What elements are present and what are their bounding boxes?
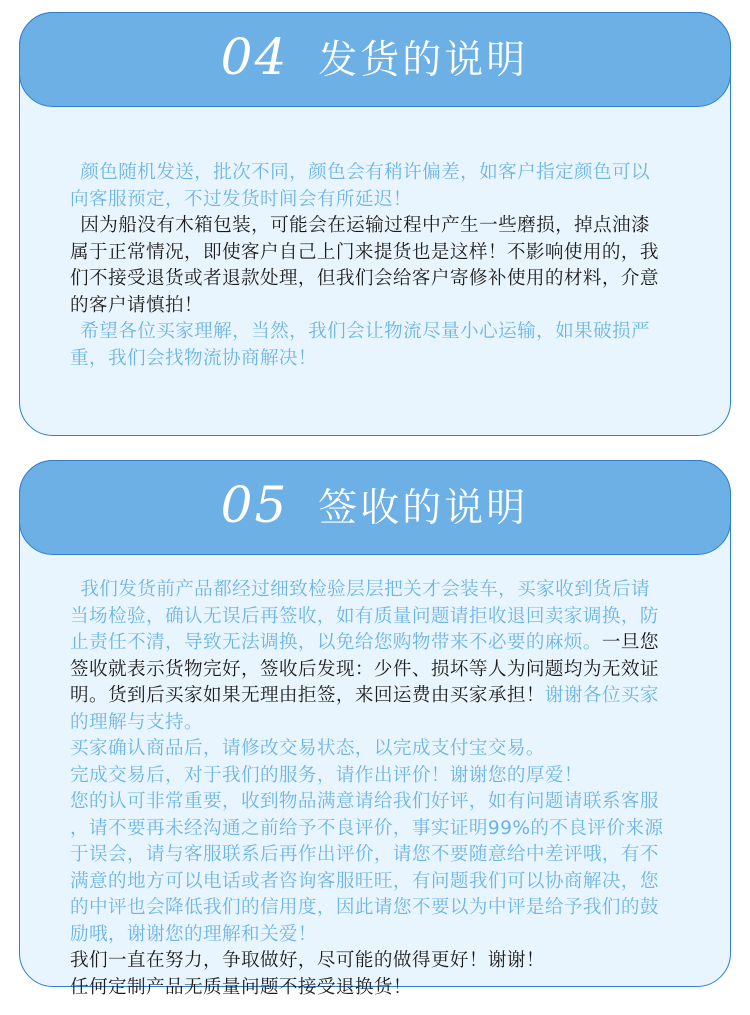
section-05-body: [70, 577, 710, 1001]
body-line: 完成交易后，对于我们的服务，请作出评价！谢谢您的厚爱！: [70, 764, 583, 786]
body-line: 因为船没有木箱包装，可能会在运输过程中产生一些磨损，掉点油漆: [80, 215, 651, 236]
body-segment: 明。货到后买家如果无理由拒签，来回运费由买家承担！: [70, 685, 545, 706]
body-line: 我们一直在努力，争取做好，尽可能的做得更好！谢谢！: [70, 950, 545, 971]
section-04-title: 发货的说明: [318, 38, 529, 83]
section-05-number: 05: [220, 476, 289, 534]
body-line: 于误会，请与客服联系后再作出评价，请您不要随意给中差评哦，有不: [70, 844, 659, 865]
body-segment: 止责任不清，导致无法调换，以免给您购物带来不必要的麻烦。: [70, 632, 602, 653]
body-line: 重，我们会找物流协商解决！: [70, 347, 317, 369]
body-line: ，请不要再未经沟通之前给予不良评价，事实证明99%的不良评价来源: [70, 817, 664, 839]
section-05-banner: [19, 460, 731, 555]
body-line: 希望各位买家理解，当然，我们会让物流尽量小心运输，如果破损严: [80, 321, 651, 342]
body-segment: 一旦您: [601, 632, 659, 653]
body-line: 签收就表示货物完好，签收后发现：少件、损坏等人为问题均为无效证: [70, 658, 659, 680]
body-line: 买家确认商品后，请修改交易状态，以完成支付宝交易。: [70, 738, 545, 759]
body-line: 属于正常情况，即使客户自己上门来提货也是这样！不影响使用的，我: [70, 241, 659, 263]
body-line: 我们发货前产品都经过细致检验层层把关才会装车，买家收到货后请: [80, 579, 651, 600]
body-line: 颜色随机发送，批次不同，颜色会有稍许偏差，如客户指定颜色可以: [80, 162, 651, 183]
body-line: 的中评也会降低我们的信用度，因此请您不要以为中评是给予我们的鼓: [70, 897, 659, 918]
body-line: [70, 683, 710, 710]
body-line: 的理解与支持。: [70, 711, 203, 733]
body-line: 任何定制产品无质量问题不接受退换货！: [70, 976, 412, 998]
section-04-banner: [19, 12, 731, 107]
section-04-body: [70, 160, 710, 372]
body-line: [70, 630, 710, 657]
section-04-number: 04: [220, 28, 289, 86]
body-line: 们不接受退货或者退款处理，但我们会给客户寄修补使用的材料，介意: [70, 268, 659, 289]
body-line: 您的认可非常重要，收到物品满意请给我们好评，如有问题请联系客服: [70, 791, 659, 812]
body-line: 满意的地方可以电话或者咨询客服旺旺，有问题我们可以协商解决，您: [70, 870, 659, 892]
body-line: 的客户请慎拍！: [70, 294, 203, 316]
body-line: 向客服预定，不过发货时间会有所延迟！: [70, 188, 412, 210]
body-line: 当场检验，确认无误后再签收，如有质量问题请拒收退回卖家调换，防: [70, 605, 659, 627]
section-05-title: 签收的说明: [318, 486, 529, 531]
body-segment: 谢谢各位买家: [544, 685, 659, 706]
body-line: 励哦，谢谢您的理解和关爱！: [70, 923, 317, 945]
